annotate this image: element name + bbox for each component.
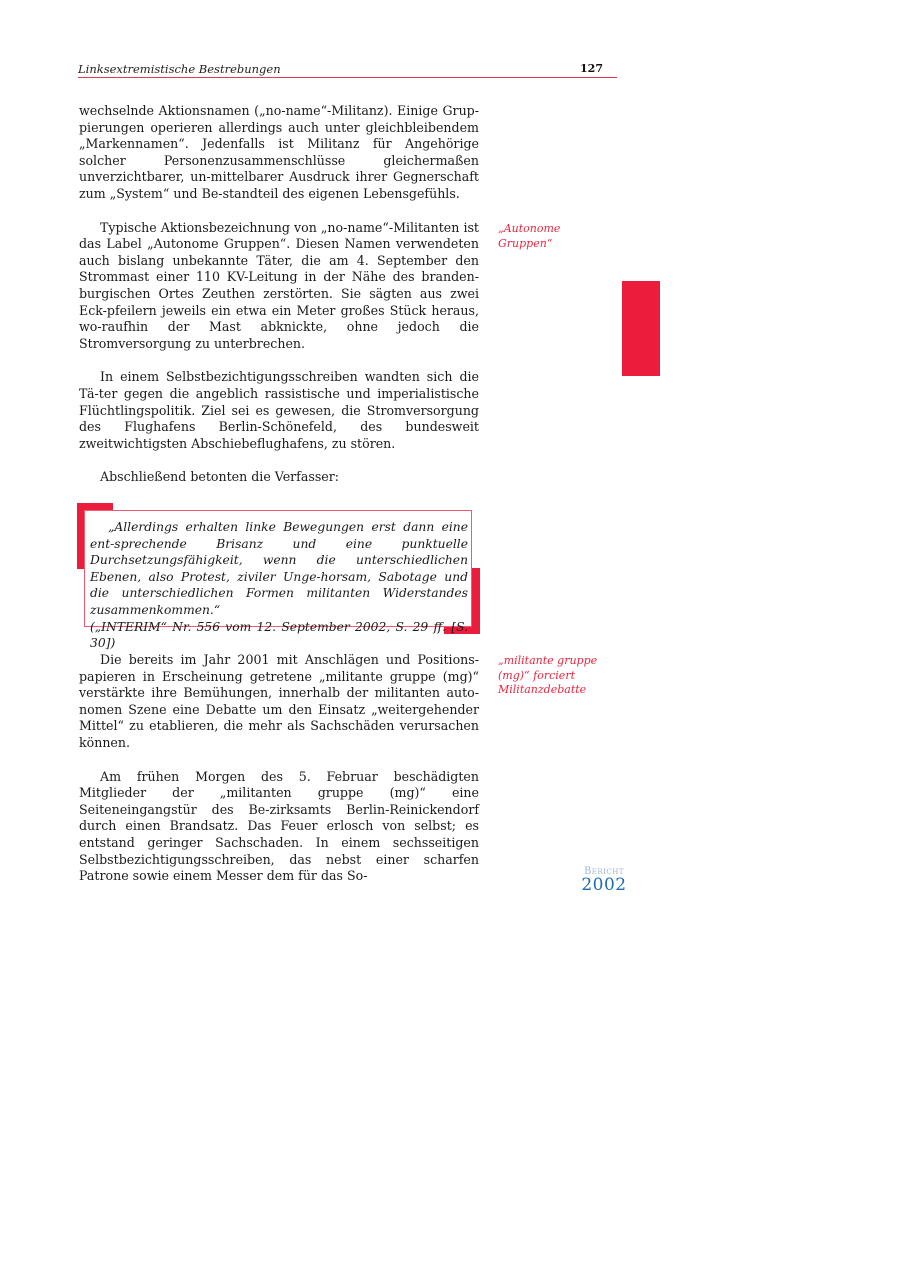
logo-year: 2002 <box>581 875 627 895</box>
running-header <box>78 62 617 78</box>
paragraph-6: Am frühen Morgen des 5. Februar beschädigten Mitglieder der „militanten gruppe (mg)“ eine Seiteneingangstür des Be-zirksamts Berlin-Reinickendorf durch einen Brandsatz. Das Feuer erlosch von selbst; es entstand geringer Sachschaden. In einem sechsseitigen Selbstbezichtigungsschreiben, das nebst einer scharfen Patrone sowie einem Messer dem für das So- <box>79 768 479 884</box>
paragraph-2: Typische Aktionsbezeichnung von „no-name“-Militanten ist das Label „Autonome Gruppen“. Diesen Namen verwendeten auch bislang unbekannte Täter, die am 4. September den Strommast einer 110 KV-Leitung in der Nähe des branden-burgischen Ortes Zeuthen zerstörten. Sie sägten aus zwei Eck-pfeilern jeweils ein etwa ein Meter großes Stück heraus, wo-raufhin der Mast abknickte, ohne jedoch die Stromversorgung zu unterbrechen. <box>79 219 479 351</box>
quote-content <box>90 519 468 652</box>
paragraph-5: Die bereits im Jahr 2001 mit Anschlägen und Positions-papieren in Erscheinung getretene „militante gruppe (mg)“ verstärkte ihre Bemühungen, innerhalb der militanten auto-nomen Szene eine Debatte um den Einsatz „weitergehender Mittel“ zu etablieren, die mehr als Sachschäden verursachen können. <box>79 652 479 750</box>
paragraph-1: wechselnde Aktionsnamen („no-name“-Militanz). Einige Grup-pierungen operieren allerdings auch unter gleichbleibendem „Markennamen“. Jedenfalls ist Militanz für Angehörige solcher Personenzusammenschlüsse gleichermaßen unverzichtbarer, un-mittelbarer Ausdruck ihrer Gegnerschaft zum „System“ und Be-standteil des eigenen Lebensgefühls. <box>79 103 479 201</box>
margin-note-autonome-gruppen <box>498 222 560 251</box>
margin-note-line: „militante gruppe <box>498 654 598 667</box>
body-column-bottom <box>79 652 479 885</box>
quote-box <box>84 510 472 651</box>
body-column-top <box>79 103 479 486</box>
paragraph-4: Abschließend betonten die Verfasser: <box>100 469 339 485</box>
margin-note-line: (mg)“ forciert <box>498 668 575 682</box>
logo-word: Bericht <box>583 866 625 877</box>
quote-source: („INTERIM“ Nr. 556 vom 12. September 2002, S. 29 ff. [S. 30]) <box>90 619 468 651</box>
bericht-2002-logo <box>578 866 630 894</box>
paragraph-3: In einem Selbstbezichtigungsschreiben wandten sich die Tä-ter gegen die angeblich rassistische und imperialistische Flüchtlingspolitik. Ziel sei es gewesen, die Stromversorgung des Flughafens Berlin-Schönefeld, des bundesweit zweitwichtigsten Abschiebeflughafens, zu stören. <box>79 369 479 451</box>
margin-note-line: „Autonome <box>498 222 561 235</box>
margin-note-militanzdebatte <box>498 654 597 698</box>
section-marker-bar <box>622 281 660 376</box>
margin-note-line: Gruppen“ <box>498 236 553 250</box>
quote-text: „Allerdings erhalten linke Bewegungen erst dann eine ent-sprechende Brisanz und eine punktuelle Durchsetzungsfähigkeit, wenn die unterschiedlichen Ebenen, also Protest, ziviler Unge-horsam, Sabotage und die unterschiedlichen Formen militanten Widerstandes zusammenkommen.“ <box>90 520 468 617</box>
header-title: Linksextremistische Bestrebungen <box>78 62 281 76</box>
page-number: 127 <box>580 62 603 75</box>
margin-note-line: Militanzdebatte <box>498 683 587 697</box>
